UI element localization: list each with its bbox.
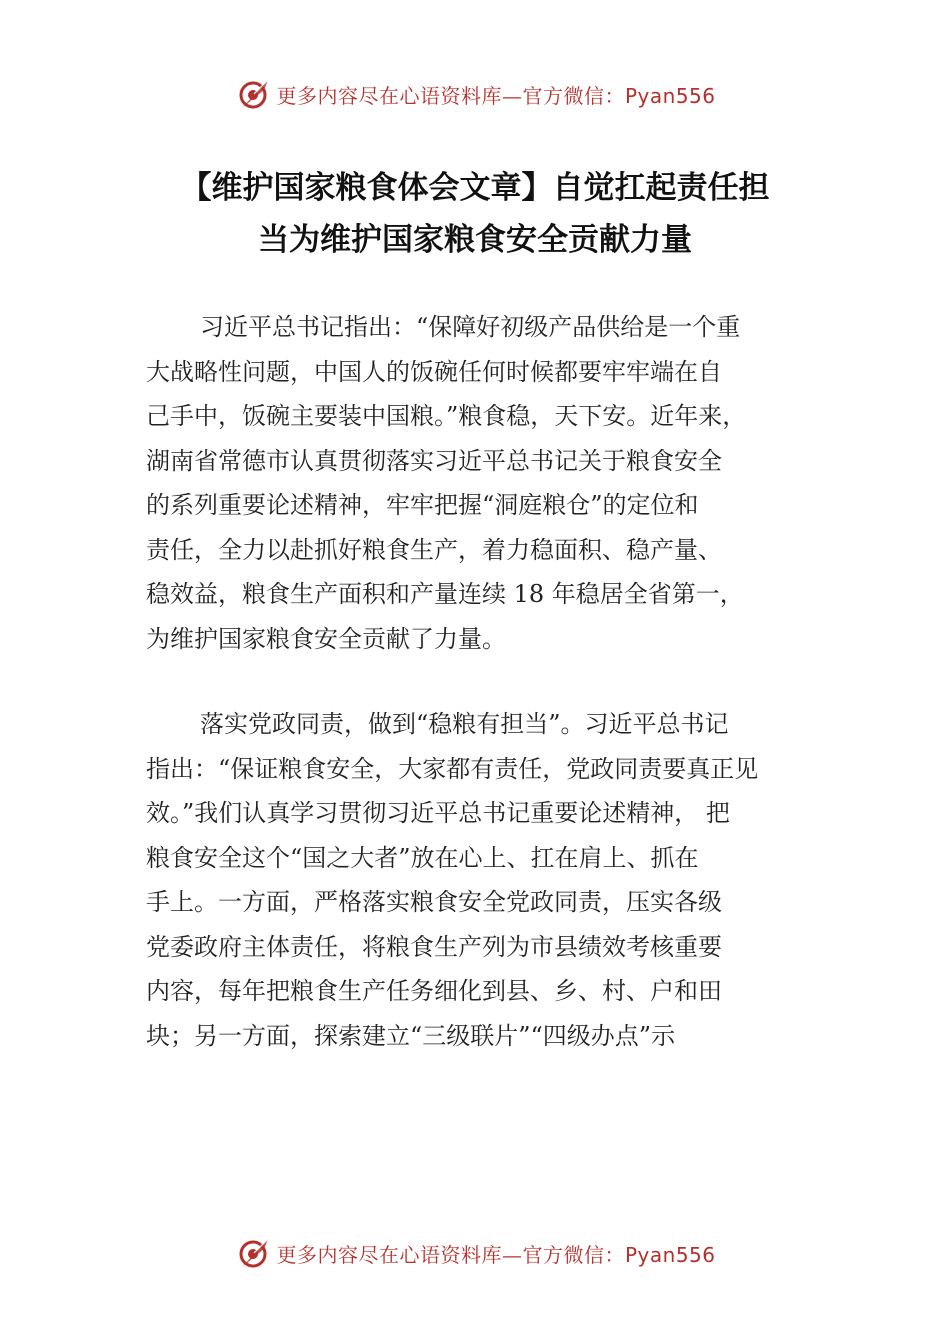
paragraph-line: 大战略性问题，中国人的饭碗任何时候都要牢牢端在自 [146,357,722,386]
paragraph-line: 为维护国家粮食安全贡献了力量。 [146,624,506,653]
paragraph-line: 指出：“保证粮食安全，大家都有责任，党政同责要真正见 [146,754,759,783]
paragraph-line: 稳效益，粮食生产面积和产量连续 18 年稳居全省第一， [146,580,744,608]
quill-logo-icon [234,1233,274,1273]
title-line: 【维护国家粮食体会文章】自觉扛起责任担 [180,170,770,206]
paragraph-line: 内容，每年把粮食生产任务细化到县、乡、村、户和田 [146,977,722,1005]
footer-wechat-id: Pyan556 [624,1242,716,1267]
paragraph-line: 习近平总书记指出：“保障好初级产品供给是一个重 [200,313,741,341]
title-line: 当为维护国家粮食安全贡献力量 [258,222,692,258]
paragraph-line: 粮食安全这个“国之大者”放在心上、扛在肩上、抓在 [146,843,699,872]
paragraph-line: 块；另一方面，探索建立“三级联片”“四级办点”示 [146,1021,676,1050]
paragraph-line: 湖南省常德市认真贯彻落实习近平总书记关于粮食安全 [146,446,722,475]
header-wechat-id: Pyan556 [624,83,716,108]
paragraph-line: 手上。一方面，严格落实粮食安全党政同责，压实各级 [146,888,722,916]
paragraph-line: 党委政府主体责任，将粮食生产列为市县绩效考核重要 [146,932,722,961]
paragraph-line: 落实党政同责，做到“稳粮有担当”。习近平总书记 [200,710,729,738]
paragraph-1 [146,305,826,661]
paragraph-line: 的系列重要论述精神，牢牢把握“洞庭粮仓”的定位和 [146,491,699,519]
header-banner-text: 更多内容尽在心语资料库—官方微信：Pyan556 [276,83,716,108]
footer-banner [0,1231,950,1275]
paragraph-line: 效。”我们认真学习贯彻习近平总书记重要论述精神， 把 [146,799,730,827]
footer-banner-text: 更多内容尽在心语资料库—官方微信：Pyan556 [276,1242,716,1267]
header-banner [0,72,950,116]
paragraph-2 [146,702,826,1058]
document-title [120,162,830,266]
paragraph-line: 己手中，饭碗主要装中国粮。”粮食稳，天下安。近年来， [146,402,747,430]
paragraph-line: 责任，全力以赴抓好粮食生产，着力稳面积、稳产量、 [146,535,722,564]
quill-logo-icon [234,74,274,114]
